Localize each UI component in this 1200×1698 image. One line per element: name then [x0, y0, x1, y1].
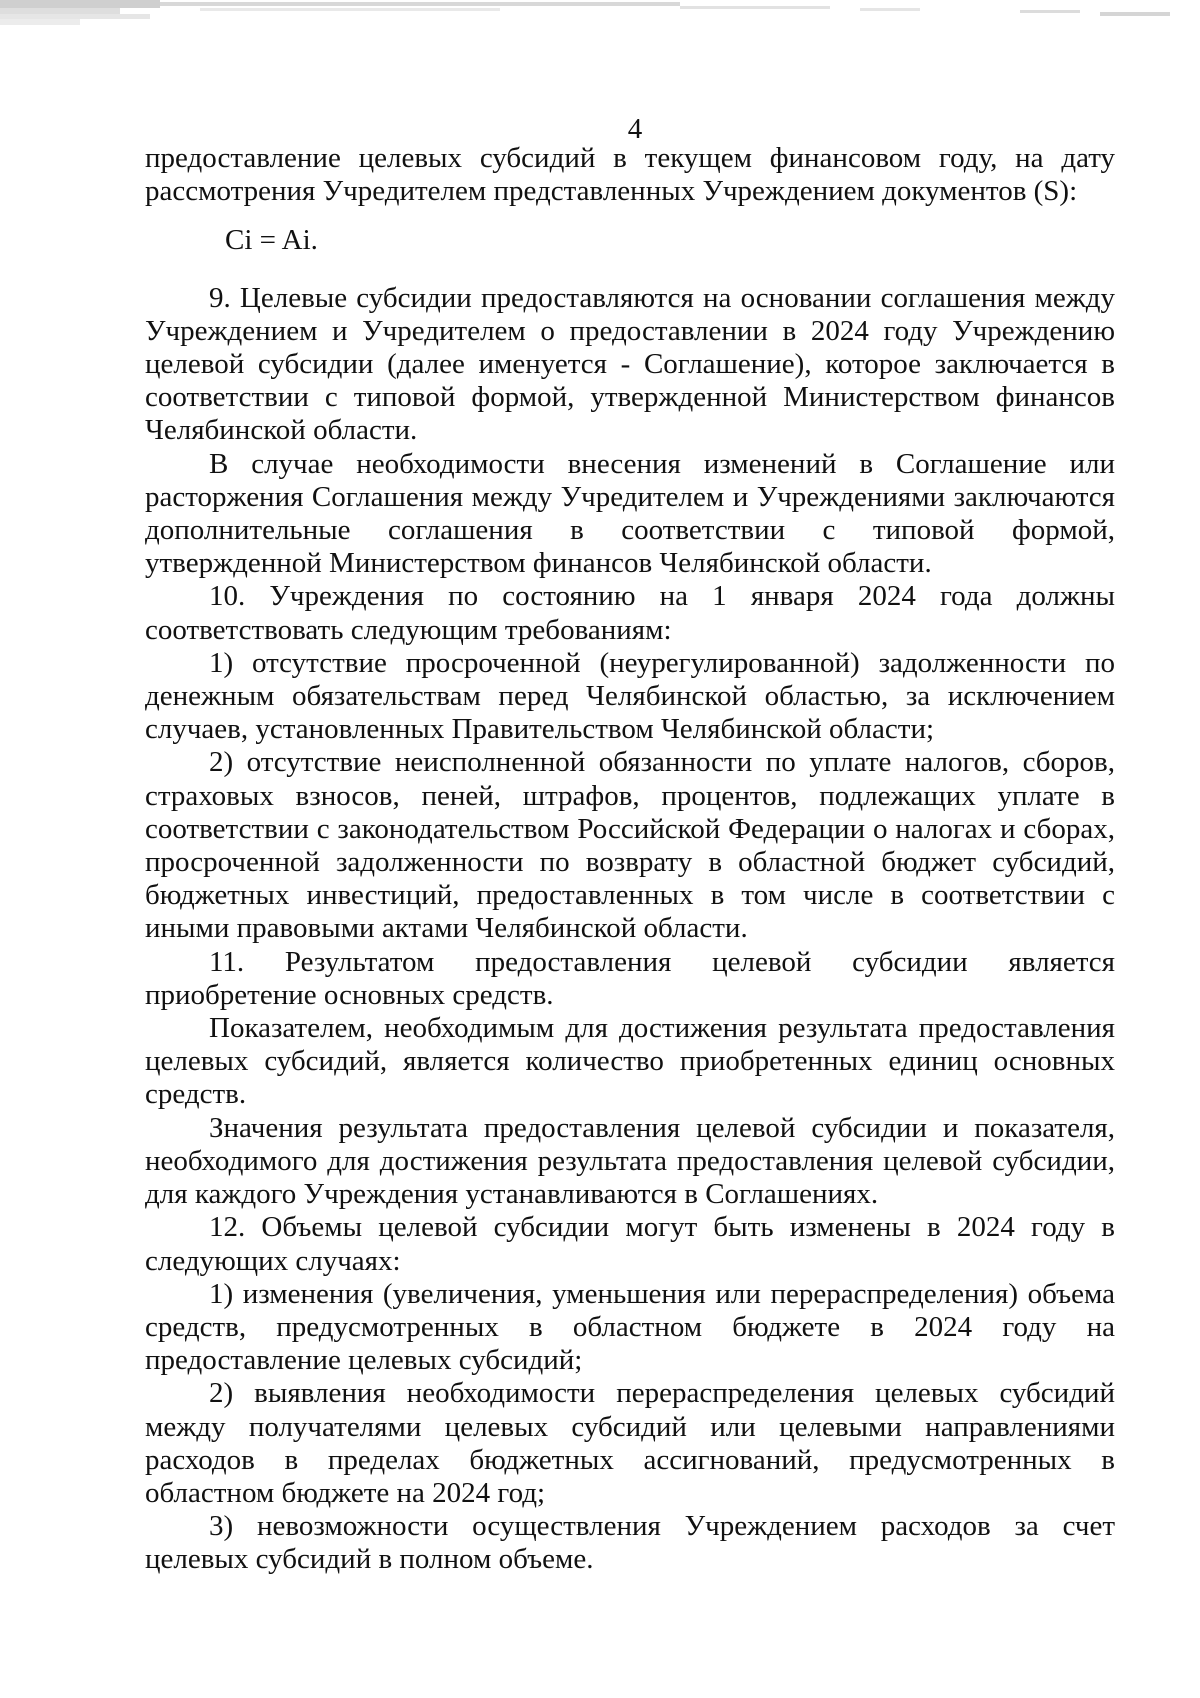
- paragraph-12: 12. Объемы целевой субсидии могут быть изменены в 2024 году в следующих случаях:: [145, 1211, 1115, 1277]
- paragraph-9: 9. Целевые субсидии предоставляются на основании соглашения между Учреждением и Учредителем о предоставлении в 2024 году Учреждению целевой субсидии (далее именуется - Соглашение), которое заключается в соответствии с типовой формой, утвержденной Министерством финансов Челябинской области.: [145, 281, 1115, 447]
- paragraph-12-item-1: 1) изменения (увеличения, уменьшения или перераспределения) объема средств, предусмотренных в областном бюджете в 2024 году на предоставление целевых субсидий;: [145, 1277, 1115, 1377]
- paragraph-10-item-2: 2) отсутствие неисполненной обязанности по уплате налогов, сборов, страховых взносов, пеней, штрафов, процентов, подлежащих уплате в соответствии с законодательством Российской Федерации о налогах и сборах, просроченной задолженности по возврату в областной бюджет субсидий, бюджетных инвестиций, предоставленных в том числе в соответствии с иными правовыми актами Челябинской области.: [145, 746, 1115, 945]
- formula: Ci = Ai.: [225, 224, 318, 257]
- paragraph-10: 10. Учреждения по состоянию на 1 января 2024 года должны соответствовать следующим требованиям:: [145, 580, 1115, 646]
- paragraph-10-item-1: 1) отсутствие просроченной (неурегулированной) задолженности по денежным обязательствам перед Челябинской областью, за исключением случаев, установленных Правительством Челябинской области;: [145, 646, 1115, 746]
- document-body: [145, 142, 1115, 1577]
- paragraph-11: 11. Результатом предоставления целевой субсидии является приобретение основных средств.: [145, 945, 1115, 1011]
- paragraph-11-indicator: Показателем, необходимым для достижения результата предоставления целевых субсидий, является количество приобретенных единиц основных средств.: [145, 1012, 1115, 1111]
- paragraph-11-values: Значения результата предоставления целевой субсидии и показателя, необходимого для достижения результата предоставления целевой субсидии, для каждого Учреждения устанавливаются в Соглашениях.: [145, 1111, 1115, 1211]
- scan-artifact: [0, 0, 1200, 40]
- paragraph-12-item-3: 3) невозможности осуществления Учреждением расходов за счет целевых субсидий в полном объеме.: [145, 1510, 1115, 1576]
- paragraph-12-item-2: 2) выявления необходимости перераспределения целевых субсидий между получателями целевых субсидий или целевыми направлениями расходов в пределах бюджетных ассигнований, предусмотренных в областном бюджете на 2024 год;: [145, 1377, 1115, 1509]
- paragraph-continuation: предоставление целевых субсидий в текущем финансовом году, на дату рассмотрения Учредителем представленных Учреждением документов (S):: [145, 142, 1115, 208]
- paragraph-9-amendments: В случае необходимости внесения изменений в Соглашение или расторжения Соглашения между Учредителем и Учреждениями заключаются дополнительные соглашения в соответствии с типовой формой, утвержденной Министерством финансов Челябинской области.: [145, 447, 1115, 580]
- page-number: 4: [627, 113, 643, 145]
